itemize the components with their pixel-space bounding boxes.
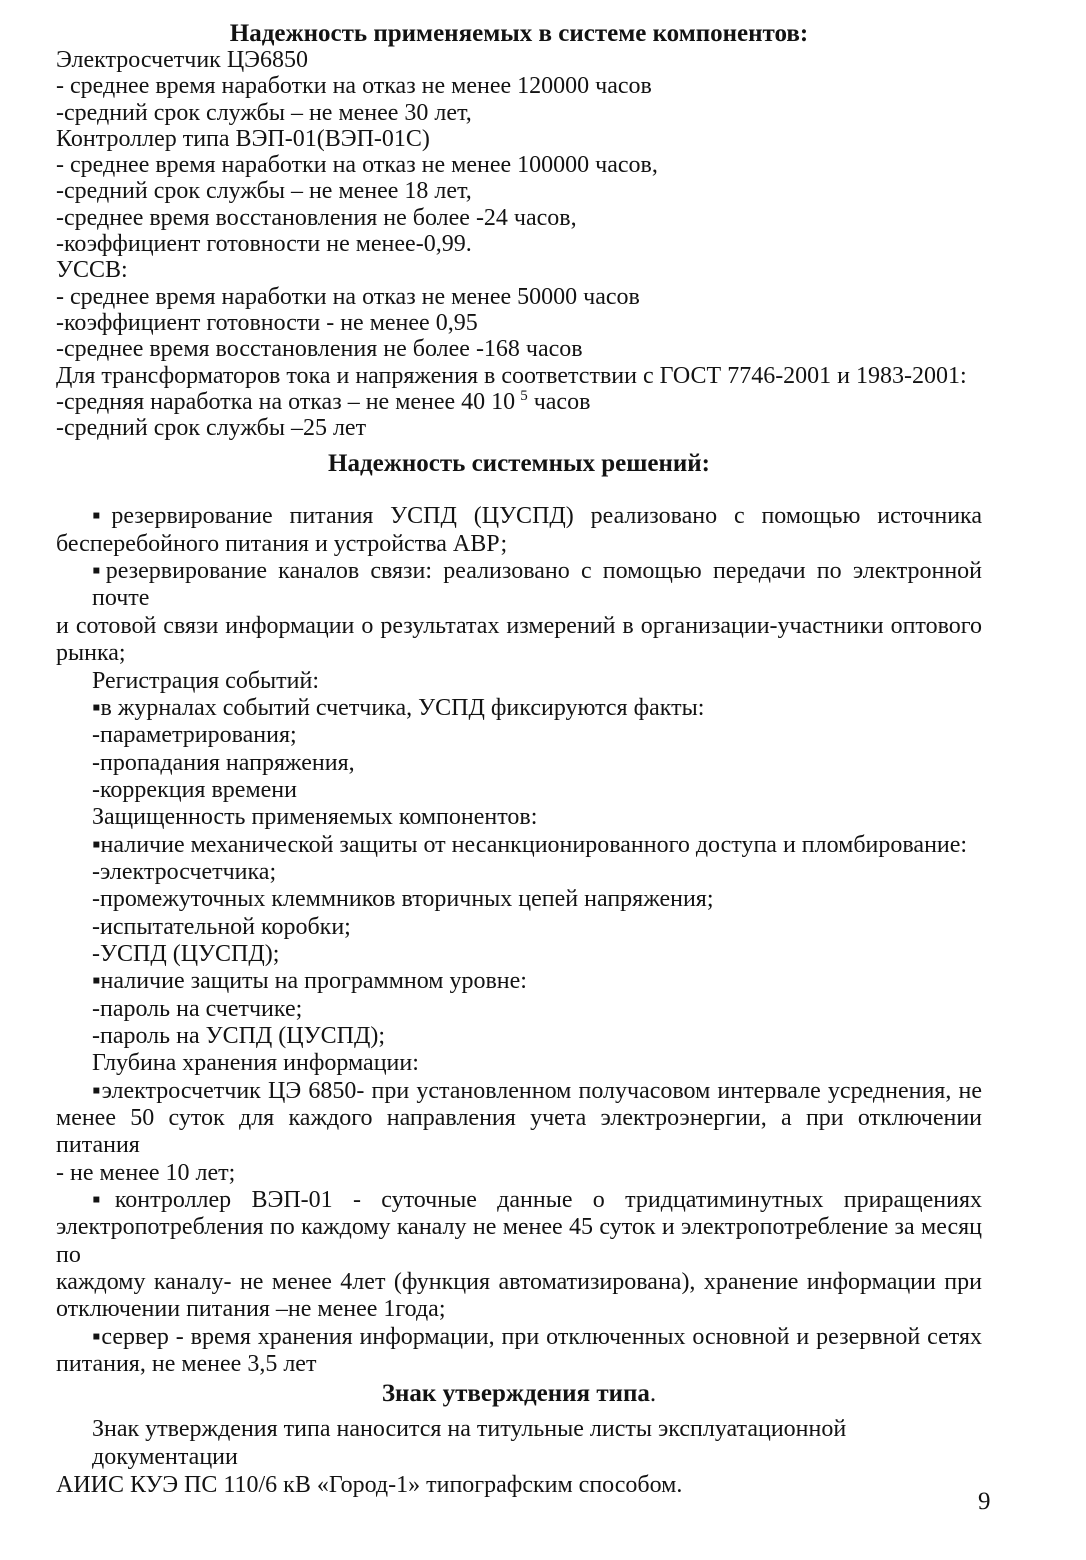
sup-line-before: -средняя наработка на отказ – не менее 40 10 bbox=[56, 388, 516, 415]
doc-line: -пароль на УСПД (ЦУСПД); bbox=[92, 1022, 385, 1049]
heading-components-reliability: Надежность применяемых в системе компонентов: bbox=[229, 20, 809, 47]
doc-line: -среднее время восстановления не более -168 часов bbox=[56, 336, 583, 363]
doc-line: ▪резервирование питания УСПД (ЦУСПД) реализовано с помощью источника bbox=[92, 503, 982, 530]
doc-line: рынка; bbox=[56, 640, 126, 667]
doc-line: -параметрирования; bbox=[92, 722, 297, 749]
doc-line: -среднее время восстановления не более -24 часов, bbox=[56, 204, 577, 231]
doc-line: Для трансформаторов тока и напряжения в соответствии с ГОСТ 7746-2001 и 1983-2001: bbox=[56, 362, 967, 389]
doc-line: - среднее время наработки на отказ не менее 50000 часов bbox=[56, 283, 640, 310]
doc-line: -коррекция времени bbox=[92, 776, 297, 803]
doc-line: -коэффициент готовности - не менее 0,95 bbox=[56, 309, 478, 336]
page-number: 9 bbox=[978, 1488, 991, 1515]
type-approval-block bbox=[56, 1415, 982, 1499]
doc-line: ▪электросчетчик ЦЭ 6850- при установленном получасовом интервале усреднения, не bbox=[92, 1077, 982, 1104]
doc-line: -коэффициент готовности не менее-0,99. bbox=[56, 231, 472, 258]
doc-line: Контроллер типа ВЭП-01(ВЭП-01С) bbox=[56, 125, 430, 152]
doc-line: электропотребления по каждому каналу не менее 45 суток и электропотребление за месяц по bbox=[56, 1214, 982, 1268]
heading-bold-part: Знак утверждения типа bbox=[381, 1380, 650, 1408]
doc-line: -пропадания напряжения, bbox=[92, 749, 355, 776]
doc-line: ▪резервирование каналов связи: реализовано с помощью передачи по электронной почте bbox=[92, 558, 982, 612]
doc-line: - среднее время наработки на отказ не менее 100000 часов, bbox=[56, 152, 658, 179]
doc-line: - среднее время наработки на отказ не менее 120000 часов bbox=[56, 73, 652, 100]
doc-line: УССВ: bbox=[56, 257, 128, 284]
doc-line: менее 50 суток для каждого направления учета электроэнергии, а при отключении питания bbox=[56, 1105, 982, 1159]
sup-line-after: часов bbox=[527, 388, 591, 415]
doc-line: -электросчетчика; bbox=[92, 858, 277, 885]
doc-line: -испытательной коробки; bbox=[92, 913, 351, 940]
doc-line: бесперебойного питания и устройства АВР; bbox=[56, 530, 508, 557]
doc-line: каждому каналу- не менее 4лет (функция автоматизирована), хранение информации при bbox=[56, 1269, 982, 1296]
doc-line: Электросчетчик ЦЭ6850 bbox=[56, 47, 309, 73]
doc-line: ▪наличие механической защиты от несанкционированного доступа и пломбирование: bbox=[92, 831, 968, 858]
doc-line: -пароль на счетчике; bbox=[92, 995, 303, 1022]
doc-line: - не менее 10 лет; bbox=[56, 1159, 236, 1186]
doc-line: отключении питания –не менее 1года; bbox=[56, 1296, 446, 1323]
components-reliability-block bbox=[56, 47, 982, 441]
doc-line: -промежуточных клеммников вторичных цепей напряжения; bbox=[92, 886, 714, 913]
system-solutions-block bbox=[56, 503, 982, 1378]
doc-line: -средний срок службы – не менее 30 лет, bbox=[56, 99, 472, 126]
doc-line: АИИС КУЭ ПС 110/6 кВ «Город-1» типографским способом. bbox=[56, 1472, 683, 1499]
heading-system-solutions-reliability: Надежность системных решений: bbox=[328, 450, 710, 478]
doc-line: Глубина хранения информации: bbox=[92, 1050, 419, 1077]
doc-line: ▪контроллер ВЭП-01 - суточные данные о тридцатиминутных приращениях bbox=[92, 1187, 982, 1214]
doc-line: питания, не менее 3,5 лет bbox=[56, 1351, 317, 1378]
doc-line: Регистрация событий: bbox=[92, 667, 320, 694]
doc-line: и сотовой связи информации о результатах измерений в организации-участники оптового bbox=[56, 612, 982, 639]
doc-line: ▪наличие защиты на программном уровне: bbox=[92, 968, 527, 995]
doc-line: ▪в журналах событий счетчика, УСПД фиксируются факты: bbox=[92, 694, 705, 721]
heading-period: . bbox=[649, 1380, 657, 1408]
doc-line: ▪сервер - время хранения информации, при отключенных основной и резервной сетях bbox=[92, 1323, 982, 1350]
superscript-5: 5 bbox=[520, 387, 528, 404]
doc-line: -средний срок службы – не менее 18 лет, bbox=[56, 178, 472, 205]
doc-line-superscript bbox=[56, 389, 982, 415]
doc-line: Защищенность применяемых компонентов: bbox=[92, 804, 538, 831]
doc-line: -средний срок службы –25 лет bbox=[56, 415, 367, 442]
doc-line: -УСПД (ЦУСПД); bbox=[92, 940, 280, 967]
heading-type-approval-mark bbox=[56, 1380, 982, 1407]
doc-line: Знак утверждения типа наносится на титульные листы эксплуатационной документации bbox=[92, 1416, 847, 1471]
